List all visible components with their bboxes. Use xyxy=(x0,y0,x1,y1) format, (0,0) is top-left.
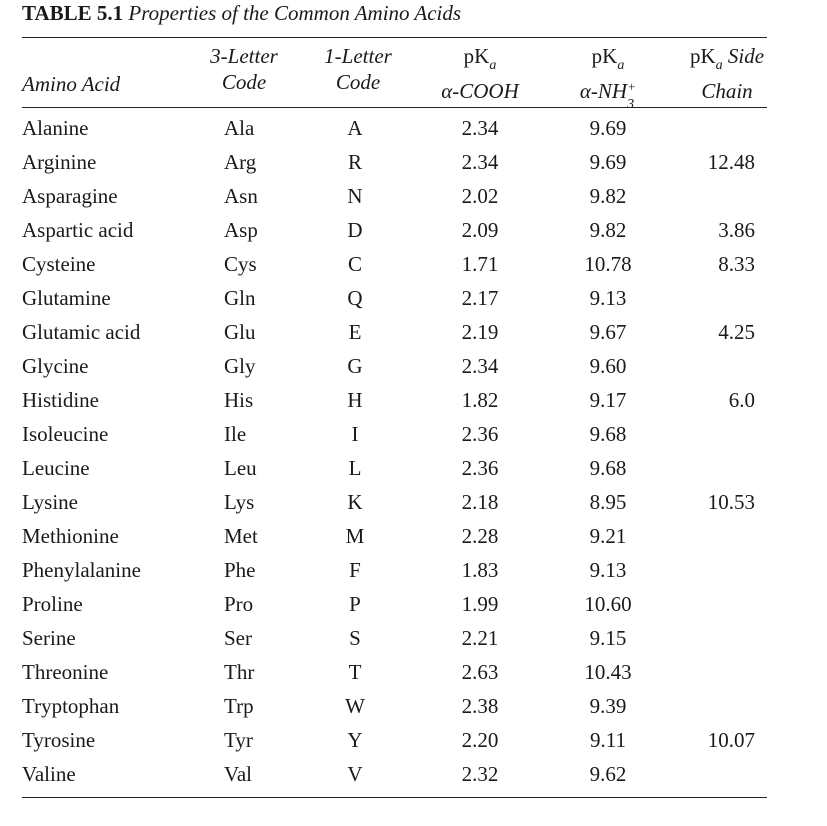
pka-side-chain-cell: 10.53 xyxy=(707,490,755,514)
header-pka-nh3-sub: a xyxy=(617,58,625,74)
header-amino-acid-label: Amino Acid xyxy=(22,72,121,96)
pka-cooh-cell: 2.36 xyxy=(461,456,499,480)
header-pka-side-pk: pK xyxy=(689,44,716,68)
three-letter-code-cell: Val xyxy=(224,762,252,786)
three-letter-code-cell: Trp xyxy=(224,694,254,718)
header-pka-nh3-subscript: 3 xyxy=(627,97,635,113)
header-pka-side-line2: Chain xyxy=(701,79,753,104)
one-letter-code-cell: N xyxy=(347,184,363,208)
three-letter-code-cell: Leu xyxy=(224,456,257,480)
pka-cooh-cell: 2.20 xyxy=(461,728,499,752)
one-letter-code-cell: G xyxy=(347,354,363,378)
header-pka-nh3 xyxy=(555,43,661,113)
table-row xyxy=(0,723,827,757)
amino-acid-cell: Arginine xyxy=(22,150,97,174)
header-amino-acid xyxy=(22,71,120,97)
three-letter-code-cell: Gly xyxy=(224,354,256,378)
pka-side-chain-cell: 10.07 xyxy=(707,728,755,752)
pka-side-chain-cell: 6.0 xyxy=(728,388,755,412)
pka-cooh-cell: 1.71 xyxy=(461,252,499,276)
one-letter-code-cell: P xyxy=(349,592,361,616)
pka-nh3-cell: 9.82 xyxy=(589,218,627,242)
three-letter-code-cell: Pro xyxy=(224,592,254,616)
pka-cooh-cell: 2.34 xyxy=(461,354,499,378)
pka-nh3-cell: 10.43 xyxy=(584,660,632,684)
header-three-letter-line2: Code xyxy=(221,70,267,94)
table-row xyxy=(0,485,827,519)
table-row xyxy=(0,451,827,485)
three-letter-code-cell: Asp xyxy=(224,218,258,242)
one-letter-code-cell: H xyxy=(347,388,363,412)
pka-cooh-cell: 2.63 xyxy=(461,660,499,684)
amino-acid-cell: Histidine xyxy=(22,388,99,412)
pka-nh3-cell: 9.68 xyxy=(589,422,627,446)
amino-acid-cell: Tyrosine xyxy=(22,728,96,752)
pka-cooh-cell: 2.17 xyxy=(461,286,499,310)
pka-cooh-cell: 1.99 xyxy=(461,592,499,616)
amino-acid-cell: Glutamine xyxy=(22,286,111,310)
header-three-letter-line1: 3-Letter xyxy=(210,44,278,68)
pka-nh3-cell: 9.69 xyxy=(589,116,627,140)
one-letter-code-cell: F xyxy=(349,558,361,582)
pka-cooh-cell: 2.34 xyxy=(461,116,499,140)
pka-side-chain-cell: 12.48 xyxy=(707,150,755,174)
one-letter-code-cell: R xyxy=(347,150,362,174)
header-three-letter-code xyxy=(196,43,292,95)
one-letter-code-cell: Y xyxy=(347,728,363,752)
three-letter-code-cell: Thr xyxy=(224,660,255,684)
header-pka-side-chain xyxy=(672,43,782,104)
amino-acid-cell: Aspartic acid xyxy=(22,218,134,242)
one-letter-code-cell: A xyxy=(347,116,363,140)
pka-cooh-cell: 2.28 xyxy=(461,524,499,548)
table-row xyxy=(0,213,827,247)
pka-cooh-cell: 2.21 xyxy=(461,626,499,650)
pka-nh3-cell: 9.21 xyxy=(589,524,627,548)
amino-acid-cell: Cysteine xyxy=(22,252,96,276)
one-letter-code-cell: I xyxy=(351,422,359,446)
amino-acid-cell: Leucine xyxy=(22,456,90,480)
amino-acid-cell: Serine xyxy=(22,626,76,650)
one-letter-code-cell: D xyxy=(347,218,363,242)
pka-nh3-cell: 9.39 xyxy=(589,694,627,718)
table-row xyxy=(0,519,827,553)
three-letter-code-cell: Glu xyxy=(224,320,256,344)
one-letter-code-cell: K xyxy=(347,490,363,514)
table-row xyxy=(0,553,827,587)
amino-acid-cell: Glycine xyxy=(22,354,89,378)
three-letter-code-cell: Lys xyxy=(224,490,255,514)
header-pka-side-rest: Side xyxy=(727,44,765,68)
one-letter-code-cell: V xyxy=(347,762,363,786)
three-letter-code-cell: Ile xyxy=(224,422,247,446)
header-pka-side-sub: a xyxy=(715,58,723,74)
amino-acid-cell: Threonine xyxy=(22,660,109,684)
header-rule xyxy=(22,107,767,108)
amino-acid-cell: Valine xyxy=(22,762,76,786)
amino-acid-cell: Phenylalanine xyxy=(22,558,141,582)
amino-acid-cell: Tryptophan xyxy=(22,694,120,718)
pka-nh3-cell: 9.13 xyxy=(589,558,627,582)
pka-side-chain-cell: 8.33 xyxy=(718,252,755,276)
table-label: TABLE 5.1 xyxy=(22,1,124,25)
amino-acid-cell: Lysine xyxy=(22,490,78,514)
table-row xyxy=(0,621,827,655)
table-row xyxy=(0,247,827,281)
three-letter-code-cell: Ala xyxy=(224,116,255,140)
pka-cooh-cell: 2.02 xyxy=(461,184,499,208)
three-letter-code-cell: Phe xyxy=(224,558,256,582)
amino-acid-cell: Alanine xyxy=(22,116,89,140)
table-row xyxy=(0,179,827,213)
three-letter-code-cell: His xyxy=(224,388,254,412)
table-row xyxy=(0,757,827,791)
pka-nh3-cell: 9.60 xyxy=(589,354,627,378)
bottom-rule xyxy=(22,797,767,798)
amino-acid-cell: Methionine xyxy=(22,524,119,548)
table-row xyxy=(0,281,827,315)
pka-nh3-cell: 10.60 xyxy=(584,592,632,616)
header-one-letter-code xyxy=(310,43,406,95)
table-row xyxy=(0,417,827,451)
amino-acid-cell: Isoleucine xyxy=(22,422,109,446)
pka-cooh-cell: 2.09 xyxy=(461,218,499,242)
header-pka-cooh-group: α-COOH xyxy=(441,79,519,104)
one-letter-code-cell: L xyxy=(348,456,362,480)
three-letter-code-cell: Met xyxy=(224,524,258,548)
three-letter-code-cell: Gln xyxy=(224,286,256,310)
pka-cooh-cell: 1.82 xyxy=(461,388,499,412)
pka-nh3-cell: 9.13 xyxy=(589,286,627,310)
one-letter-code-cell: M xyxy=(345,524,365,548)
one-letter-code-cell: E xyxy=(348,320,362,344)
pka-cooh-cell: 2.18 xyxy=(461,490,499,514)
header-pka-nh3-pk: pK xyxy=(591,44,618,68)
one-letter-code-cell: T xyxy=(348,660,362,684)
pka-cooh-cell: 2.32 xyxy=(461,762,499,786)
table-row xyxy=(0,383,827,417)
one-letter-code-cell: Q xyxy=(347,286,363,310)
pka-nh3-cell: 9.82 xyxy=(589,184,627,208)
table-row xyxy=(0,689,827,723)
table-caption xyxy=(22,0,461,26)
pka-nh3-cell: 9.62 xyxy=(589,762,627,786)
three-letter-code-cell: Tyr xyxy=(224,728,253,752)
table-row xyxy=(0,145,827,179)
amino-acid-cell: Glutamic acid xyxy=(22,320,141,344)
pka-cooh-cell: 2.36 xyxy=(461,422,499,446)
three-letter-code-cell: Asn xyxy=(224,184,258,208)
table-row xyxy=(0,349,827,383)
pka-side-chain-cell: 4.25 xyxy=(718,320,755,344)
pka-cooh-cell: 2.34 xyxy=(461,150,499,174)
pka-nh3-cell: 8.95 xyxy=(589,490,627,514)
table-row xyxy=(0,655,827,689)
header-pka-cooh xyxy=(425,43,535,104)
pka-nh3-cell: 10.78 xyxy=(584,252,632,276)
three-letter-code-cell: Cys xyxy=(224,252,257,276)
pka-nh3-cell: 9.67 xyxy=(589,320,627,344)
one-letter-code-cell: C xyxy=(347,252,362,276)
amino-acid-cell: Proline xyxy=(22,592,83,616)
pka-nh3-cell: 9.69 xyxy=(589,150,627,174)
header-pka-cooh-sub: a xyxy=(489,58,497,74)
header-one-letter-line1: 1-Letter xyxy=(324,44,392,68)
pka-nh3-cell: 9.15 xyxy=(589,626,627,650)
three-letter-code-cell: Ser xyxy=(224,626,252,650)
header-one-letter-line2: Code xyxy=(335,70,381,94)
header-pka-nh3-superscript: + xyxy=(627,79,636,95)
pka-cooh-cell: 2.19 xyxy=(461,320,499,344)
table-row xyxy=(0,587,827,621)
pka-nh3-cell: 9.11 xyxy=(590,728,626,752)
one-letter-code-cell: W xyxy=(345,694,365,718)
table-title: Properties of the Common Amino Acids xyxy=(128,1,462,25)
table-row xyxy=(0,315,827,349)
pka-cooh-cell: 1.83 xyxy=(461,558,499,582)
header-pka-nh3-group: α-NH xyxy=(579,79,628,104)
top-rule xyxy=(22,37,767,38)
header-pka-cooh-pk: pK xyxy=(463,44,490,68)
amino-acid-cell: Asparagine xyxy=(22,184,118,208)
pka-nh3-cell: 9.17 xyxy=(589,388,627,412)
pka-nh3-cell: 9.68 xyxy=(589,456,627,480)
one-letter-code-cell: S xyxy=(349,626,361,650)
pka-side-chain-cell: 3.86 xyxy=(718,218,755,242)
table-row xyxy=(0,111,827,145)
pka-cooh-cell: 2.38 xyxy=(461,694,499,718)
three-letter-code-cell: Arg xyxy=(224,150,257,174)
